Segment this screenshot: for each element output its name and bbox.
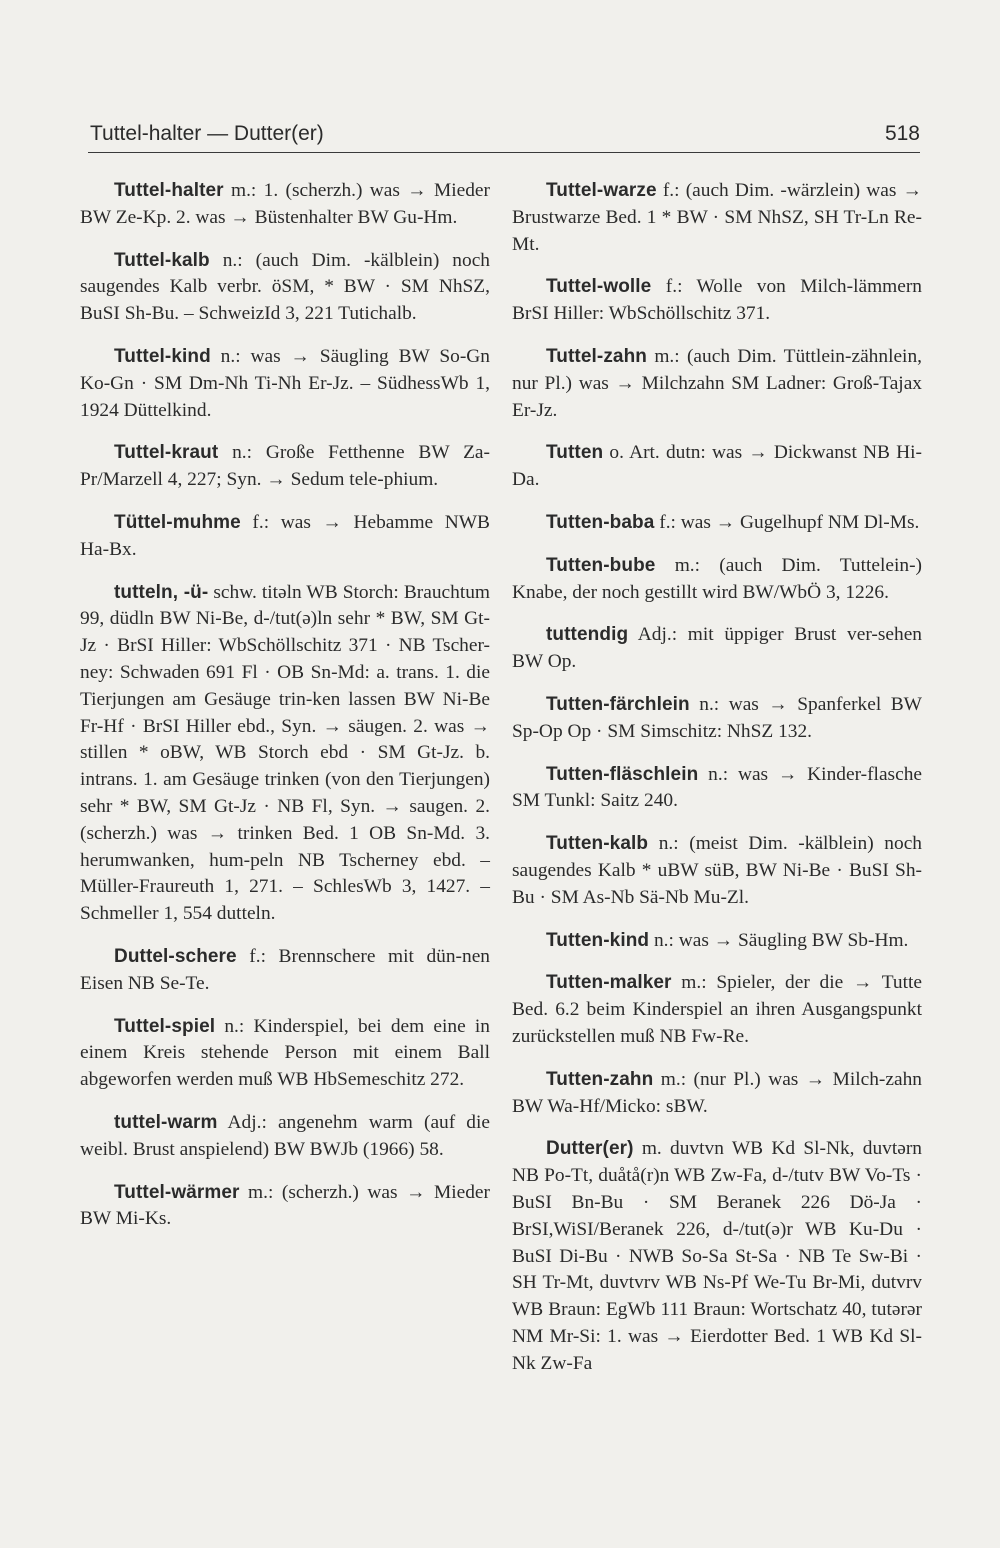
entry-headword: Tuttel-warze [546,180,657,201]
entry-headword: Tutten-färchlein [546,693,690,715]
entry-headword: Tutten-kalb [546,833,649,855]
entry-headword: Tuttel-wolle [546,276,652,298]
entry-body: n.: Große Fetthenne BW Za-Pr/Marzell 4, 227; Syn. → Sedum tele-phium. [80,442,490,491]
entry-body: n.: Kinderspiel, bei dem eine in einem Kreis stehende Person mit einem Ball abgeworfen werden muß WB HbSemeschitz 272. [80,1015,490,1091]
dictionary-entry [512,762,922,816]
entry-headword: Dutter(er) [546,1138,634,1160]
dictionary-entry [512,510,922,537]
entry-headword: Tuttel-kind [114,345,211,367]
entry-body: n.: was → Säugling BW Sb-Hm. [649,929,909,951]
entry-headword: tuttel-warm [114,1111,218,1133]
page-number: 518 [884,122,920,145]
entry-body: f.: was → Gugelhupf NM Dl-Ms. [654,511,920,533]
dictionary-entry [80,580,490,928]
entry-headword: tutteln, -ü- [114,581,209,603]
dictionary-entry [80,1180,490,1234]
dictionary-entry [512,831,922,911]
entry-body: m.: 1. (scherzh.) was → Mieder BW Ze-Kp. 2. was → Büstenhalter BW Gu-Hm. [80,180,490,228]
dictionary-entry [512,440,922,494]
header-title: Tuttel-halter — Dutter(er) [90,122,324,145]
dictionary-entry [80,178,490,232]
entry-body: Adj.: angenehm warm (auf die weibl. Brust anspielend) BW BWJb (1966) 58. [80,1111,490,1160]
dictionary-entry [80,944,490,998]
entry-headword: tuttendig [546,624,629,646]
entry-body: schw. titəln WB Storch: Brauchtum 99, düdln BW Ni-Be, d-/tut(ə)ln sehr * BW, SM Gt-Jz · BrSI Hiller: WbSchöllschitz 371 · NB Tscher-ney: Schwaden 691 Fl · OB Sn-Md: a. trans. 1. die Tierjungen am Gesäuge trin-ken lassen BW Ni-Be Fr-Hf · BrSI Hiller ebd., Syn. → säugen. 2. was → stillen * oBW, WB Storch ebd · SM Gt-Jz. b. intrans. 1. am Gesäuge trinken (von den Tierjungen) sehr * BW, SM Gt-Jz · NB Fl, Syn. → saugen. 2. (scherzh.) was → trinken Bed. 1 OB Sn-Md. 3. herumwanken, hum-peln NB Tscherney ebd. – Müller-Fraureuth 1, 271. – SchlesWb 3, 1427. – Schmeller 1, 554 dutteln. [80,581,490,925]
dictionary-entry [80,1110,490,1164]
dictionary-entry [80,440,490,494]
entry-headword: Tuttel-kraut [114,442,219,464]
entry-body: n.: was → Kinder-flasche SM Tunkl: Saitz 240. [512,763,922,812]
entry-body: o. Art. dutn: was → Dickwanst NB Hi-Da. [512,442,922,491]
dictionary-entry [512,1136,922,1377]
dictionary-entry [512,553,922,607]
entry-headword: Tutten-malker [546,972,672,994]
dictionary-entry [80,510,490,564]
entry-headword: Tutten-bube [546,554,656,576]
right-column [512,178,922,1393]
entry-body: f.: Brennschere mit dün-nen Eisen NB Se-Te. [80,945,490,994]
entry-body: f.: (auch Dim. -wärzlein) was → Brustwarze Bed. 1 * BW · SM NhSZ, SH Tr-Ln Re-Mt. [512,180,922,255]
entry-headword: Tuttel-wärmer [114,1181,240,1203]
entry-body: n.: (auch Dim. -kälblein) noch saugendes Kalb verbr. öSM, * BW · SM NhSZ, BuSI Sh-Bu. – SchweizId 3, 221 Tutichalb. [80,249,490,325]
running-header [88,118,920,153]
entry-headword: Tutten [546,442,604,464]
entry-body: m.: Spieler, der die → Tutte Bed. 6.2 beim Kinderspiel an ihren Ausgangspunkt zurückstellen muß NB Fw-Re. [512,972,922,1047]
dictionary-entry [512,622,922,676]
entry-headword: Tuttel-halter [114,180,224,201]
entry-headword: Tuttel-spiel [114,1015,216,1037]
entry-headword: Tutten-baba [546,511,655,533]
entry-headword: Tutten-zahn [546,1068,654,1090]
dictionary-entry [512,928,922,955]
entry-headword: Duttel-schere [114,945,237,967]
dictionary-entry [512,178,922,258]
entry-body: m. duvtvn WB Kd Sl-Nk, duvtərn NB Po-Tt, duåtå(r)n WB Zw-Fa, d-/tutv BW Vo-Ts · BuSI Bn-Bu · SM Beranek 226 Dö-Ja · BrSI,WiSI/Beranek 226, d-/tut(ə)r WB Ku-Du · BuSI Di-Bu · NWB So-Sa St-Sa · NB Te Sw-Bi · SH Tr-Mt, duvtvrv WB Ns-Pf We-Tu Br-Mi, dutvrv WB Braun: EgWb 111 Braun: Wortschatz 40, tutərər NM Mr-Si: 1. was → Eierdotter Bed. 1 WB Kd Sl-Nk Zw-Fa [512,1138,922,1374]
dictionary-entry [80,1014,490,1094]
dictionary-entry [512,344,922,424]
entry-headword: Tutten-kind [546,929,650,951]
dictionary-entry [80,248,490,328]
entry-body: f.: Wolle von Milch-lämmern BrSI Hiller: WbSchöllschitz 371. [512,276,922,325]
entry-headword: Tuttel-zahn [546,345,648,367]
entry-body: n.: was → Säugling BW So-Gn Ko-Gn · SM Dm-Nh Ti-Nh Er-Jz. – SüdhessWb 1, 1924 Düttelkind. [80,345,490,421]
entry-body: m.: (auch Dim. Tüttlein-zähnlein, nur Pl.) was → Milchzahn SM Ladner: Groß-Tajax Er-Jz. [512,345,922,421]
entry-headword: Tutten-fläschlein [546,763,699,785]
dictionary-entry [512,274,922,328]
entry-body: n.: was → Spanferkel BW Sp-Op Op · SM Simschitz: NhSZ 132. [512,693,922,742]
entry-body: m.: (nur Pl.) was → Milch-zahn BW Wa-Hf/Micko: sBW. [512,1068,922,1117]
entry-body: n.: (meist Dim. -kälblein) noch saugendes Kalb * uBW süB, BW Ni-Be · BuSI Sh-Bu · SM As-Nb Sä-Nb Mu-Zl. [512,833,922,908]
entry-body: m.: (scherzh.) was → Mieder BW Mi-Ks. [80,1181,490,1230]
entry-body: m.: (auch Dim. Tuttelein-) Knabe, der noch gestillt wird BW/WbÖ 3, 1226. [512,554,922,603]
dictionary-entry [512,970,922,1050]
dictionary-entry [512,692,922,746]
entry-body: f.: was → Hebamme NWB Ha-Bx. [80,511,490,560]
dictionary-entry [512,1067,922,1121]
entry-headword: Tüttel-muhme [114,511,241,533]
dictionary-entry [80,344,490,424]
entry-body: Adj.: mit üppiger Brust ver-sehen BW Op. [512,624,922,673]
left-column [80,178,490,1249]
entry-headword: Tuttel-kalb [114,249,210,271]
